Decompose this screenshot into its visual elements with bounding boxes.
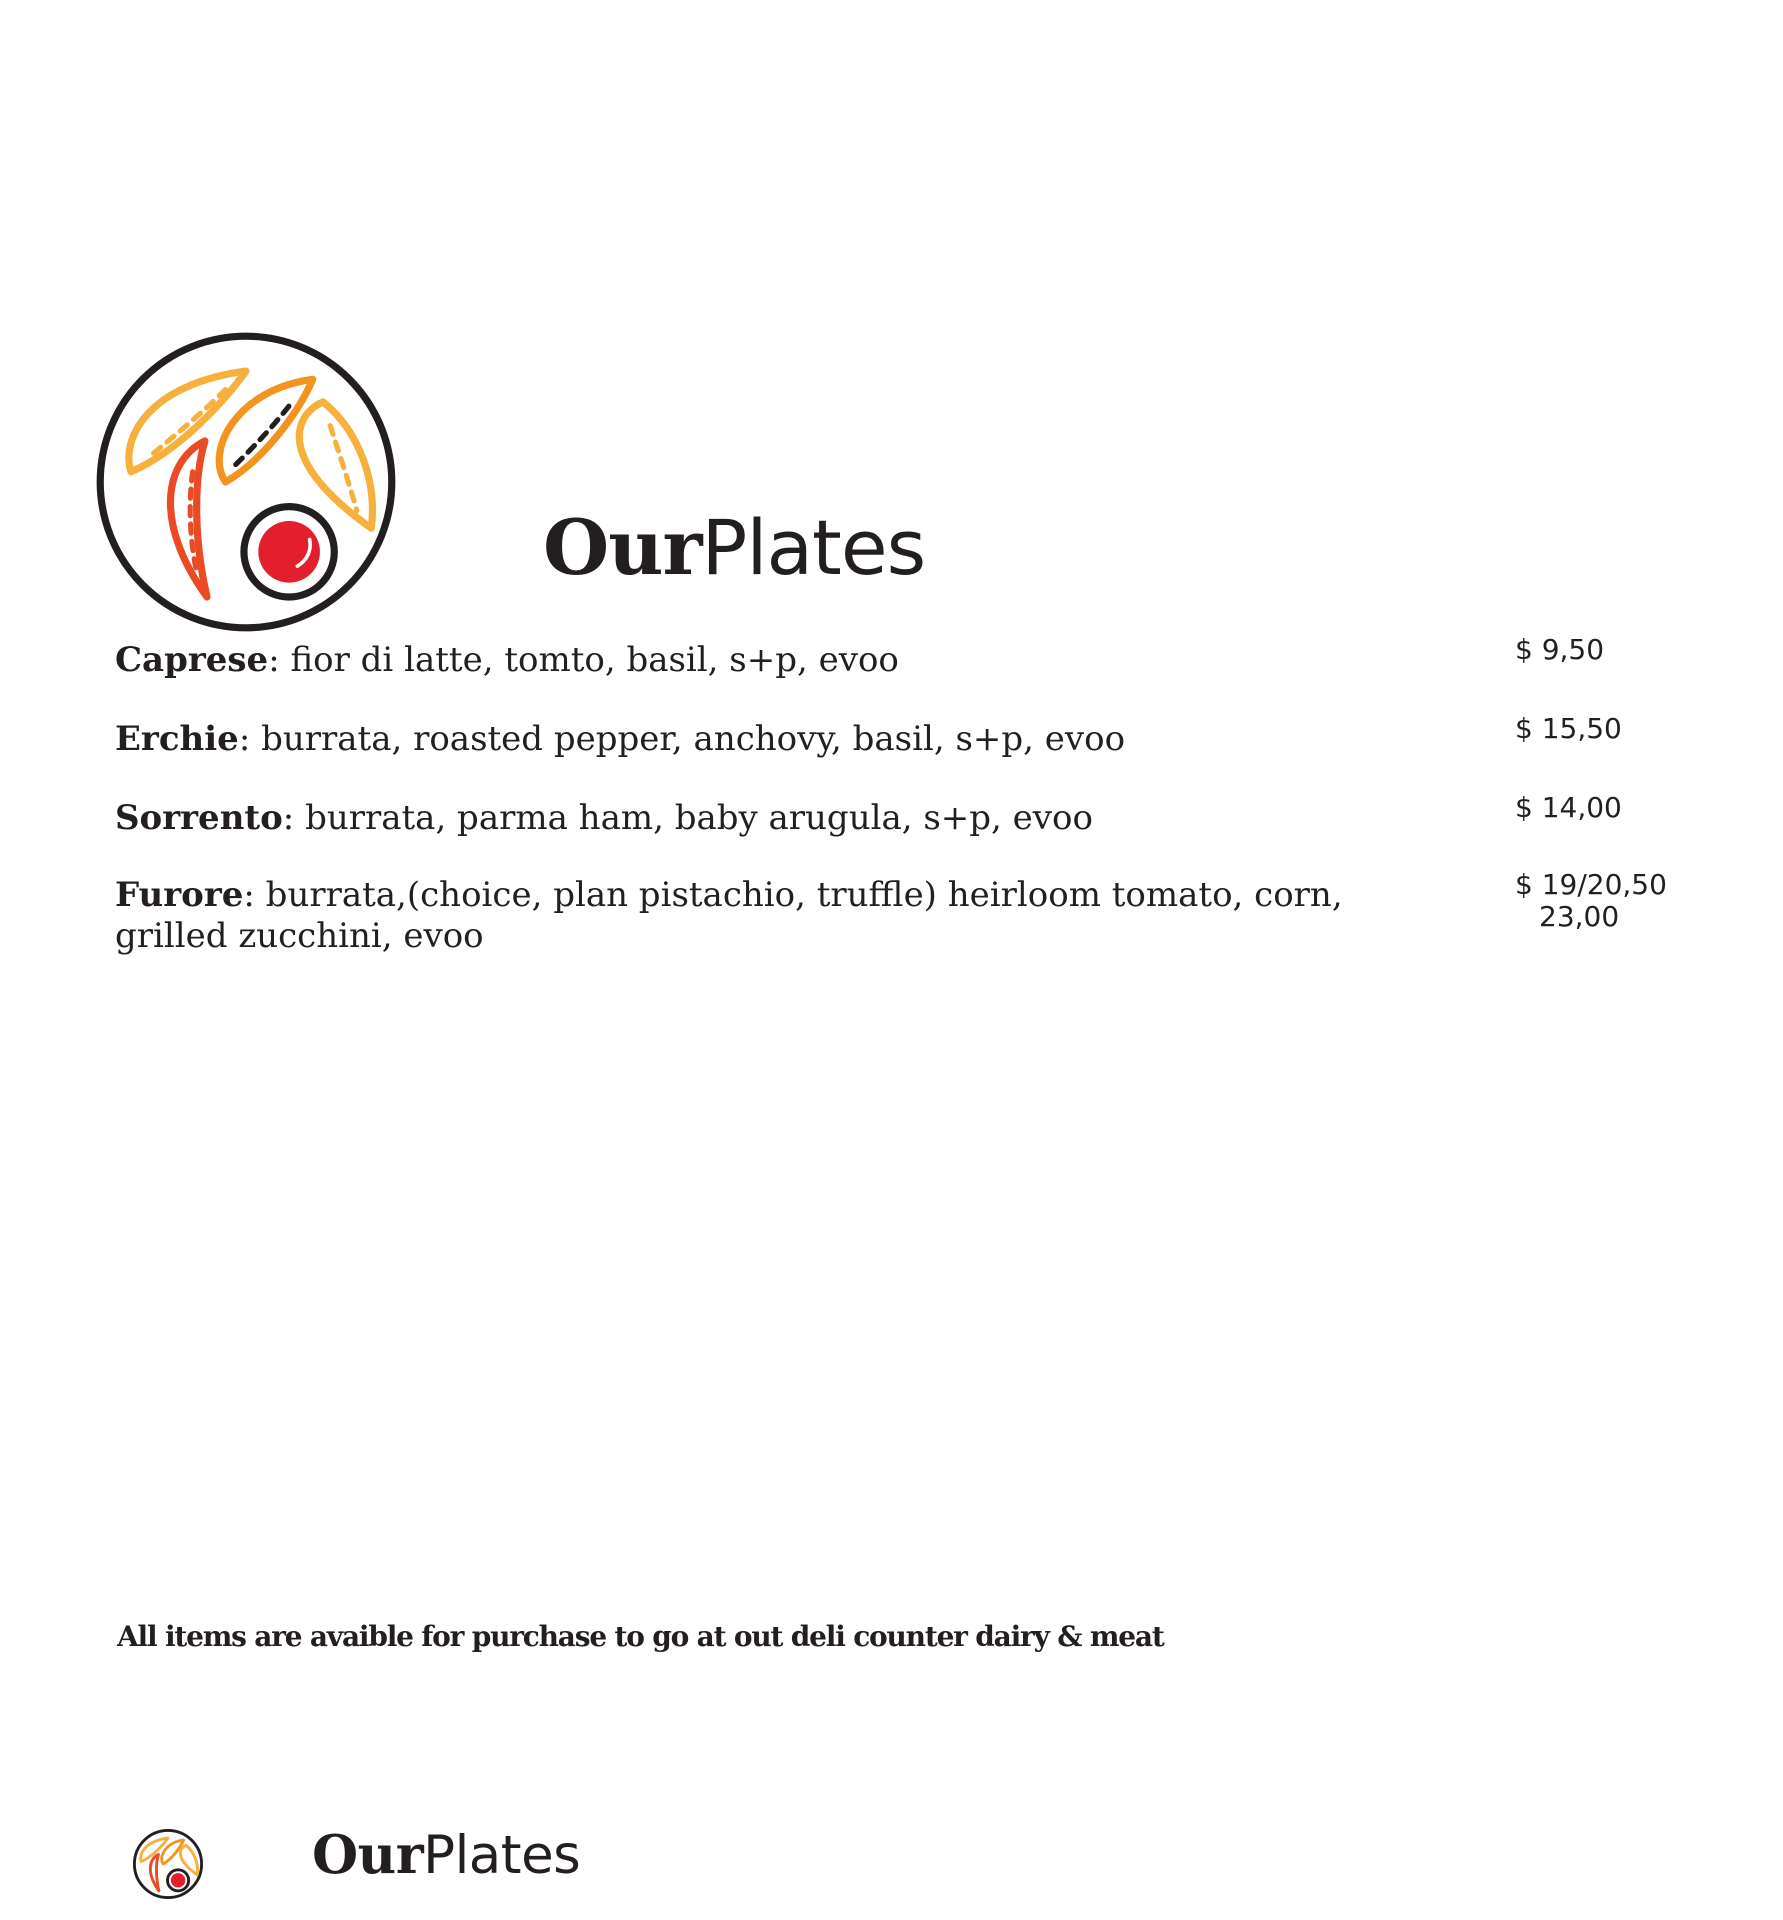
menu-item-price: $ 14,00 — [1515, 791, 1622, 824]
menu-item-price-line1: $ 19/20,50 — [1515, 868, 1667, 901]
menu-item-description: burrata, parma ham, baby arugula, s+p, evoo — [294, 798, 1093, 838]
page-title — [543, 503, 926, 592]
footer-title-bold-word: Our — [312, 1824, 424, 1886]
menu-item-text — [115, 798, 1435, 839]
menu-item-price: $ 9,50 — [1515, 633, 1605, 666]
menu-item — [115, 791, 1715, 839]
menu-item-name: Sorrento — [115, 798, 283, 838]
menu-item-name: Erchie — [115, 719, 239, 759]
menu-item-separator: : — [268, 640, 280, 680]
menu-list — [115, 633, 1715, 957]
menu-item — [115, 712, 1715, 760]
menu-item — [115, 868, 1715, 957]
menu-item-description: burrata, roasted pepper, anchovy, basil, s+p, evoo — [250, 719, 1126, 759]
menu-item-separator: : — [243, 875, 255, 915]
menu-item — [115, 633, 1715, 681]
footer-brand-title — [312, 1824, 581, 1886]
menu-item-text — [115, 640, 1435, 681]
menu-item-description: burrata,(choice, plan pistachio, truffle) heirloom tomato, corn, grilled zucchini, evoo — [115, 875, 1343, 956]
menu-item-price: $ 15,50 — [1515, 712, 1622, 745]
title-bold-word: Our — [543, 503, 702, 592]
menu-item-separator: : — [238, 719, 251, 759]
menu-item-name: Furore — [115, 875, 244, 915]
menu-item-name: Caprese — [115, 640, 269, 680]
footer-note: All items are avaible for purchase to go at out deli counter dairy & meat — [117, 1620, 1164, 1653]
menu-item-separator: : — [282, 798, 295, 838]
menu-item-text — [115, 875, 1435, 957]
our-plates-logo-icon — [92, 328, 400, 636]
title-light-word: Plates — [701, 503, 926, 592]
menu-item-text — [115, 719, 1435, 760]
menu-item-description: fior di latte, tomto, basil, s+p, evoo — [279, 640, 899, 680]
menu-item-price — [1515, 869, 1667, 933]
footer-title-light-word: Plates — [423, 1825, 581, 1886]
our-plates-small-logo-icon — [132, 1828, 204, 1900]
menu-item-price-line2: 23,00 — [1539, 900, 1620, 933]
